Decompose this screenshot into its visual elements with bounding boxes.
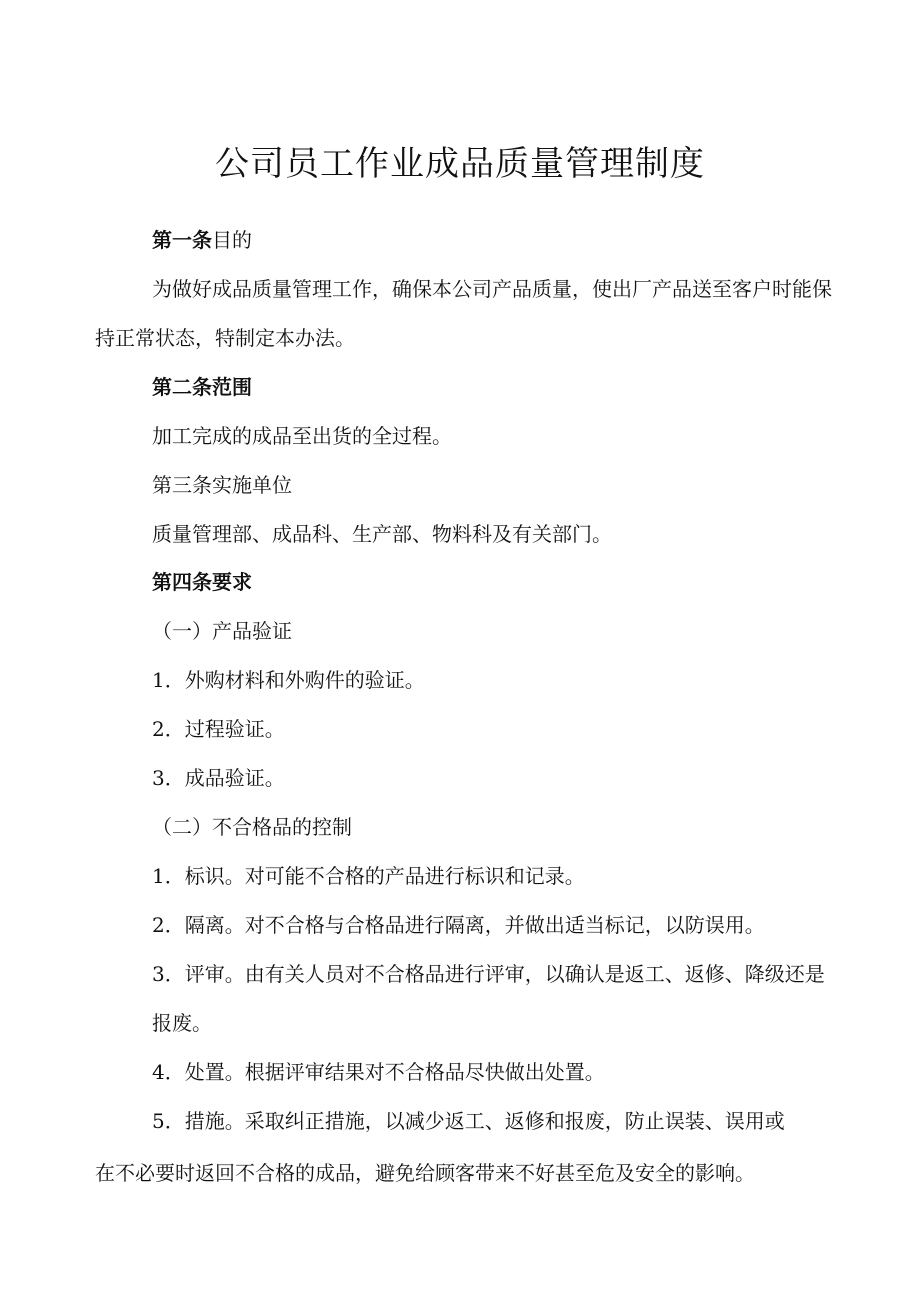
article-4-heading: 第四条要求 (152, 570, 252, 594)
article-1-paragraph-line-2: 持正常状态，特制定本办法。 (95, 326, 355, 350)
section-1-title: （一）产品验证 (152, 619, 292, 643)
article-2-paragraph: 加工完成的成品至出货的全过程。 (152, 424, 452, 448)
section-2-item-5-line-2: 在不必要时返回不合格的成品，避免给顾客带来不好甚至危及安全的影响。 (95, 1161, 755, 1185)
article-2-heading: 第二条范围 (152, 375, 252, 399)
section-1-item-1: 1．外购材料和外购件的验证。 (152, 668, 425, 692)
article-3-heading: 第三条实施单位 (152, 473, 292, 497)
section-1-item-2: 2．过程验证。 (152, 717, 285, 741)
article-1-heading-text: 目的 (212, 228, 252, 252)
article-3-paragraph: 质量管理部、成品科、生产部、物料科及有关部门。 (152, 522, 612, 546)
section-2-item-5-line-1: 5．措施。采取纠正措施，以减少返工、返修和报废，防止误装、误用或 (152, 1109, 785, 1133)
section-2-item-3-line-1: 3．评审。由有关人员对不合格品进行评审，以确认是返工、返修、降级还是 (152, 962, 825, 986)
section-2-title: （二）不合格品的控制 (152, 815, 352, 839)
article-1-paragraph-line-1: 为做好成品质量管理工作，确保本公司产品质量，使出厂产品送至客户时能保 (152, 277, 832, 301)
page-title: 公司员工作业成品质量管理制度 (215, 144, 705, 184)
section-2-item-4: 4．处置。根据评审结果对不合格品尽快做出处置。 (152, 1060, 605, 1084)
section-2-item-2: 2．隔离。对不合格与合格品进行隔离，并做出适当标记，以防误用。 (152, 913, 765, 937)
section-2-item-3-line-2: 报废。 (152, 1011, 212, 1035)
article-1-label: 第一条 (152, 228, 212, 252)
section-1-item-3: 3．成品验证。 (152, 766, 285, 790)
section-2-item-1: 1．标识。对可能不合格的产品进行标识和记录。 (152, 864, 585, 888)
article-1-heading (152, 225, 252, 255)
